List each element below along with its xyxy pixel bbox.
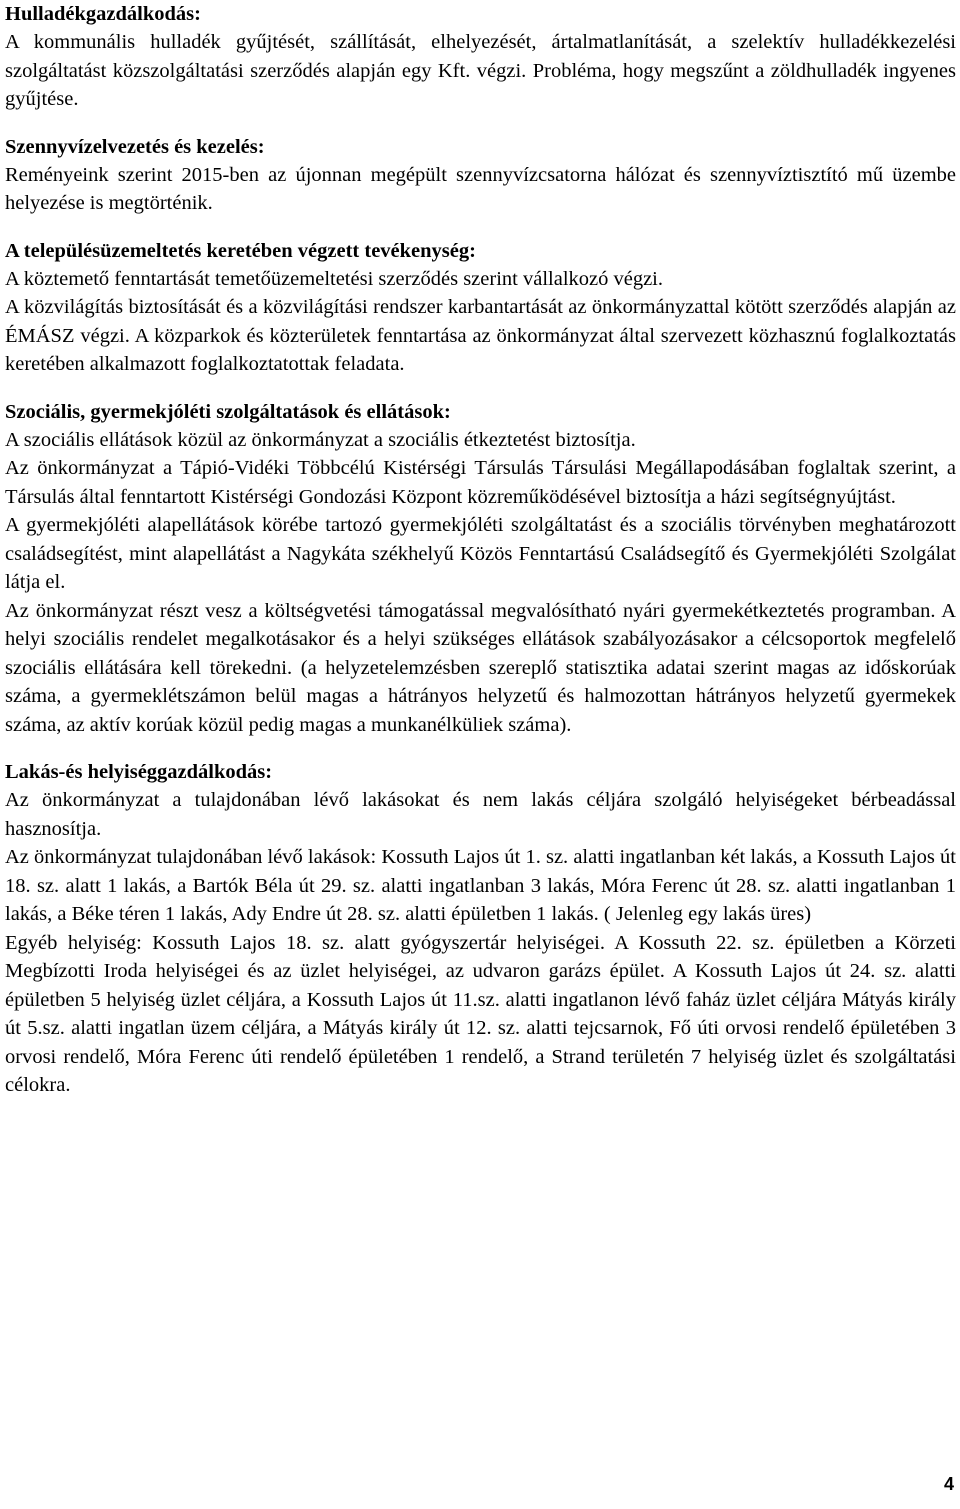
section-heading: Szociális, gyermekjóléti szolgáltatások és ellátások: bbox=[5, 400, 451, 423]
paragraph: A szociális ellátások közül az önkormányzat a szociális étkeztetést biztosítja. bbox=[5, 428, 636, 451]
section-waste-management bbox=[5, 0, 956, 114]
paragraph: Az önkormányzat a Tápió-Vidéki Többcélú Kistérségi Társulás Társulási Megállapodásában foglaltak szerint, a Társulás által fenntartott Kistérségi Gondozási Központ közreműködésével biztosítja a házi segítségnyújtást. bbox=[5, 457, 956, 508]
paragraph: A gyermekjóléti alapellátások körébe tartozó gyermekjóléti szolgáltatást és a szociális törvényben meghatározott családsegítést, mint alapellátást a Nagykáta székhelyű Közös Fenntartású Családsegítő és Gyermekjóléti Szolgálat látja el. bbox=[5, 514, 956, 593]
section-housing-management bbox=[5, 758, 956, 1100]
paragraph: Reményeink szerint 2015-ben az újonnan megépült szennyvízcsatorna hálózat és szennyvíztisztító mű üzembe helyezése is megtörténik. bbox=[5, 163, 956, 214]
paragraph: A köztemető fenntartását temetőüzemeltetési szerződés szerint vállalkozó végzi. bbox=[5, 267, 664, 290]
section-heading: Lakás-és helyiséggazdálkodás: bbox=[5, 761, 273, 783]
section-heading: A településüzemeltetés keretében végzett tevékenység: bbox=[5, 239, 476, 262]
paragraph: A kommunális hulladék gyűjtését, szállítását, elhelyezését, ártalmatlanítását, a szelektív hulladékkezelési szolgáltatást közszolgáltatási szerződés alapján egy Kft. végzi. Probléma, hogy megszűnt a zöldhulladék ingyenes gyűjtése. bbox=[5, 31, 956, 110]
document-page bbox=[5, 0, 956, 1119]
paragraph: Egyéb helyiség: Kossuth Lajos 18. sz. alatt gyógyszertár helyiségei. A Kossuth 22. sz. épületben a Körzeti Megbízotti Iroda helyiségei és az üzlet helyiségei, az udvaron garázs épület. A Kossuth Lajos út 24. sz. alatti épületben 5 helyiség üzlet céljára, a Kossuth Lajos út 11.sz. alatti ingatlanon lévő faház üzlet céljára Mátyás király út 5.sz. alatti ingatlan üzem céljára, a Mátyás király út 12. sz. alatti tejcsarnok, Fő úti orvosi rendelő épületében 3 orvosi rendelő, Móra Ferenc úti rendelő épületében 1 rendelő, a Strand területén 7 helyiség üzlet és szolgáltatási célokra. bbox=[5, 931, 956, 1096]
paragraph: A közvilágítás biztosítását és a közvilágítási rendszer karbantartását az önkormányzattal kötött szerződés alapján az ÉMÁSZ végzi. A közparkok és közterületek fenntartása az önkormányzat által szervezett közhasznú foglalkoztatás keretében alkalmazott foglalkoztatottak feladata. bbox=[5, 296, 956, 375]
section-heading: Szennyvízelvezetés és kezelés: bbox=[5, 135, 265, 158]
section-wastewater bbox=[5, 133, 956, 218]
section-municipal-operations bbox=[5, 237, 956, 379]
paragraph: Az önkormányzat tulajdonában lévő lakások: Kossuth Lajos út 1. sz. alatti ingatlanban két lakás, a Kossuth Lajos út 18. sz. alatt 1 lakás, a Bartók Béla út 29. sz. alatti ingatlanban 3 lakás, Móra Ferenc út 28. sz. alatti ingatlanban 1 lakás, a Béke téren 1 lakás, Ady Endre út 28. sz. alatti épületben 1 lakás. ( Jelenleg egy lakás üres) bbox=[5, 846, 956, 925]
paragraph: Az önkormányzat a tulajdonában lévő lakásokat és nem lakás céljára szolgáló helyiségeket bérbeadással hasznosítja. bbox=[5, 789, 956, 840]
section-social-services bbox=[5, 398, 956, 740]
page-number: 4 bbox=[943, 1474, 954, 1494]
section-heading: Hulladékgazdálkodás: bbox=[5, 3, 201, 25]
paragraph: Az önkormányzat részt vesz a költségvetési támogatással megvalósítható nyári gyermekétkeztetés programban. A helyi szociális rendelet megalkotásakor és a helyi szükséges ellátások szabályozásakor a célcsoportok megfelelő szociális ellátására kell törekedni. (a helyzetelemzésben szereplő statisztika adatai szerint magas az időskorúak száma, a gyermeklétszámon belül magas a hátrányos helyzetű és halmozottan hátrányos helyzetű gyermekek száma, az aktív korúak közül pedig magas a munkanélküliek száma). bbox=[5, 599, 956, 736]
